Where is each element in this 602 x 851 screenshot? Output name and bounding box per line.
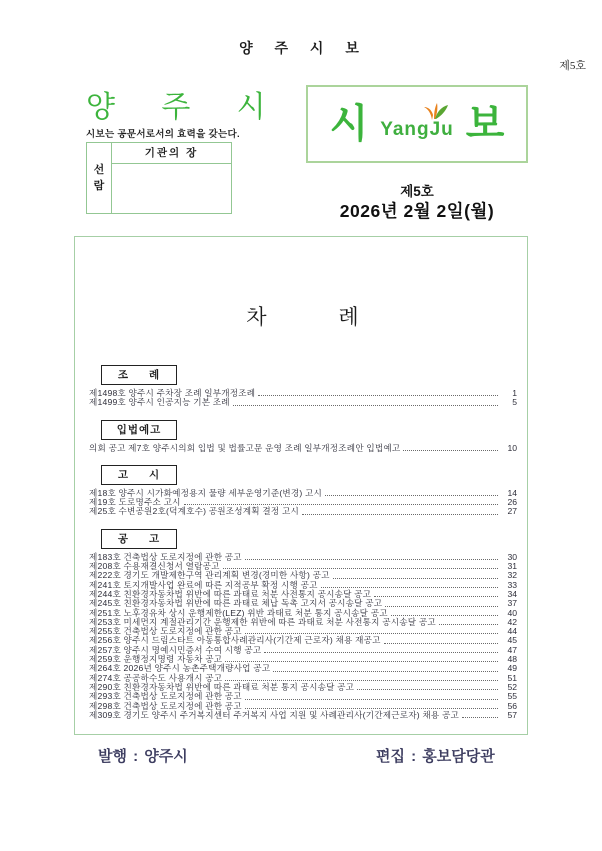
toc-item-text: 제1498호 양주시 주차장 조례 일부개정조례 <box>89 388 256 398</box>
toc-item-page: 40 <box>507 607 517 618</box>
section-label: 고 시 <box>101 465 177 485</box>
toc-item-page: 31 <box>507 561 517 572</box>
toc-item-text: 제257호 양주시 명예시민증서 수여 시행 공고 <box>89 644 262 655</box>
toc-item-page: 10 <box>507 442 517 453</box>
dot-leader <box>264 652 498 653</box>
toc-item[interactable] <box>89 444 517 453</box>
issue-number: 제5호 <box>400 184 434 199</box>
toc-item-page: 44 <box>507 626 517 637</box>
toc-item-page: 56 <box>507 700 517 711</box>
gazette-logo-box <box>306 85 528 163</box>
toc-item-text: 제259호 운행정지명령 자동차 공고 <box>89 654 223 665</box>
dot-leader <box>439 624 498 625</box>
toc-item-text: 제241호 토지개발사업 완료에 따른 지적공부 확정 시행 공고 <box>89 579 318 590</box>
toc-item-page: 5 <box>512 397 517 408</box>
approval-table-right-column <box>112 143 231 213</box>
section-label: 조 례 <box>101 365 177 385</box>
dot-leader <box>245 699 498 700</box>
toc-item-page: 32 <box>507 570 517 581</box>
toc-item-text: 제1499호 양주시 인공지능 기본 조례 <box>89 397 230 408</box>
dot-leader <box>357 689 498 690</box>
toc-section <box>89 465 517 517</box>
toc-item[interactable] <box>89 711 517 720</box>
toc-item-text: 제208호 수용재결신청서 열람공고 <box>89 561 220 572</box>
logo-brand-text: YangJu <box>380 119 454 140</box>
toc-item-text: 제298호 건축법상 도로지정에 관한 공고 <box>89 700 242 711</box>
toc-title: 차 례 <box>246 306 360 329</box>
approval-table-left-column <box>87 143 112 213</box>
toc-item-page: 1 <box>512 388 517 398</box>
toc-item-page: 26 <box>507 497 517 508</box>
toc-item-page: 34 <box>507 588 517 599</box>
toc-item-text: 제18호 양주시 시가화예정용지 물량 세부운영기준(변경) 고시 <box>89 487 323 498</box>
logo-right-char: 보 <box>465 102 505 146</box>
toc-item-page: 55 <box>507 691 517 702</box>
dot-leader <box>333 578 498 579</box>
toc-item-page: 33 <box>507 579 517 590</box>
toc-item-page: 48 <box>507 654 517 665</box>
toc-item-text: 제253호 미세먼지 계절관리기간 운행제한 위반에 따른 과태료 처분 사전통지 공시송달 공고 <box>89 616 436 627</box>
approval-signature-cell <box>112 164 231 213</box>
sprout-icon <box>420 101 450 121</box>
toc-item-page: 45 <box>507 635 517 646</box>
toc-item[interactable] <box>89 398 517 407</box>
logo-left-char: 시 <box>329 102 369 146</box>
toc-item-page: 57 <box>507 709 517 720</box>
toc-item-page: 47 <box>507 644 517 655</box>
toc-item-text: 제222호 경기도 개발제한구역 관리계획 변경(경미한 사항) 공고 <box>89 570 330 581</box>
approval-header-label: 기관의 장 <box>112 143 231 164</box>
toc-item-text: 제256호 양주시 드림스타트 아동통합사례관리사(기간제 근로자) 채용 재공고 <box>89 635 381 646</box>
dot-leader <box>462 717 498 718</box>
dot-leader <box>225 680 498 681</box>
dot-leader <box>233 405 498 406</box>
toc-sections <box>89 365 517 720</box>
dot-leader <box>374 596 498 597</box>
toc-item-page: 52 <box>507 681 517 692</box>
dot-leader <box>384 643 498 644</box>
toc-item-page: 49 <box>507 663 517 674</box>
toc-item-text: 제19호 도로명주소 고시 <box>89 497 181 508</box>
toc-item-page: 14 <box>507 487 517 498</box>
toc-item-page: 51 <box>507 672 517 683</box>
dot-leader <box>325 495 498 496</box>
toc-item-text: 제25호 수변공원2호(덕계호수) 공원조성계획 결정 고시 <box>89 506 299 517</box>
toc-section <box>89 365 517 408</box>
footer-editor: 편집 : 홍보담당관 <box>376 748 495 765</box>
toc-item-page: 37 <box>507 598 517 609</box>
toc-item-page: 30 <box>507 551 517 562</box>
page-title: 양 주 시 보 <box>239 40 363 56</box>
approval-table <box>86 142 232 214</box>
city-name: 양 주 시 <box>86 91 268 124</box>
dot-leader <box>258 395 498 396</box>
toc-item-page: 42 <box>507 616 517 627</box>
toc-item-text: 제245호 친환경자동차법 위반에 따른 과태료 체납 독촉 고지서 공시송달 공고 <box>89 598 383 609</box>
toc-item-text: 제251호 노후경유차 상시 운행제한(LEZ) 위반 과태료 처분 통지 공시송달 공고 <box>89 607 388 618</box>
footer-publisher: 발행 : 양주시 <box>98 748 188 765</box>
dot-leader <box>245 708 498 709</box>
toc-item-text: 제293호 건축법상 도로지정에 관한 공고 <box>89 691 242 702</box>
toc-item-text: 제244호 친환경자동차법 위반에 따른 과태료 처분 사전통지 공시송달 공고 <box>89 588 372 599</box>
dot-leader <box>245 559 498 560</box>
toc-item-text: 제309호 경기도 양주시 주거복지센터 주거복지 사업 지원 및 사례관리사(기간제근로자) 채용 공고 <box>89 709 459 720</box>
dot-leader <box>273 671 498 672</box>
toc-item-page: 27 <box>507 506 517 517</box>
dot-leader <box>385 606 498 607</box>
toc-item-text: 제255호 건축법상 도로지정에 관한 공고 <box>89 626 242 637</box>
section-label: 공 고 <box>101 529 177 549</box>
toc-item-text: 의회 공고 제7호 양주시의회 입법 및 법률고문 운영 조례 일부개정조례안 입법예고 <box>89 442 401 453</box>
toc-item-text: 제290호 친환경자동차법 위반에 따른 과태료 처분 통지 공시송달 공고 <box>89 681 355 692</box>
section-label: 입법예고 <box>101 420 177 440</box>
brand-wrap <box>380 107 454 141</box>
dot-leader <box>302 514 498 515</box>
gazette-tagline: 시보는 공문서로서의 효력을 갖는다. <box>86 129 240 140</box>
approval-left-label: 선람 <box>93 163 105 192</box>
toc-item-text: 제183호 건축법상 도로지정에 관한 공고 <box>89 551 242 562</box>
toc-item-text: 제264호 2026년 양주시 농촌주택개량사업 공고 <box>89 663 271 674</box>
toc-section <box>89 420 517 453</box>
dot-leader <box>321 587 498 588</box>
dot-leader <box>391 615 498 616</box>
toc-item-text: 제274호 공공하수도 사용개시 공고 <box>89 672 223 683</box>
table-of-contents-box <box>74 236 528 735</box>
dot-leader <box>403 450 498 451</box>
page-issue-number: 제5호 <box>559 60 586 72</box>
toc-section <box>89 529 517 720</box>
toc-item[interactable] <box>89 507 517 516</box>
issue-date: 2026년 2월 2일(월) <box>339 201 495 221</box>
